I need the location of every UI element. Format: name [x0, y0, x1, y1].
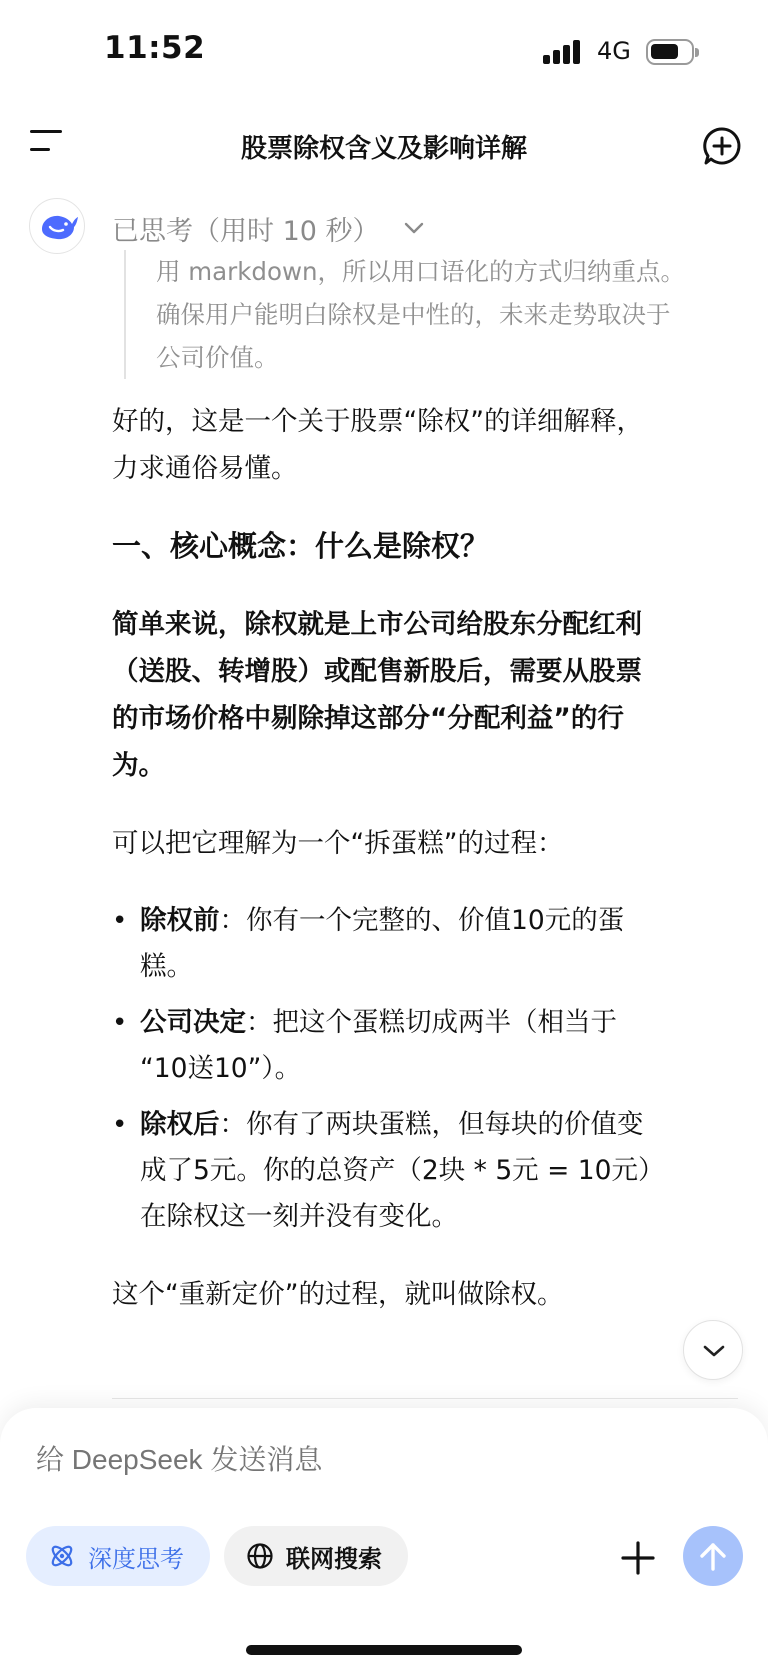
- network-type: 4G: [597, 37, 631, 65]
- text-line: （送股、转增股）或配售新股后，需要从股票: [112, 656, 642, 687]
- list-item: [112, 898, 737, 990]
- chevron-down-icon: [402, 216, 426, 240]
- assistant-answer: [112, 398, 737, 1318]
- text-line: 的市场价格中剔除掉这部分“分配利益”的行: [112, 703, 624, 734]
- chat-header: [0, 100, 768, 192]
- send-button[interactable]: [683, 1526, 743, 1586]
- bullet-text: 成了5元。你的总资产（2块 * 5元 = 10元）: [140, 1155, 665, 1186]
- bullet-term: 公司决定: [140, 1007, 246, 1038]
- page-title: 股票除权含义及影响详解: [240, 134, 527, 164]
- bullet-term: 除权后: [140, 1109, 220, 1140]
- answer-intro: [112, 398, 737, 492]
- section-heading: 一、核心概念：什么是除权？: [112, 529, 490, 563]
- text-line: 力求通俗易懂。: [112, 453, 298, 484]
- definition-paragraph: [112, 601, 737, 789]
- text-line: 好的，这是一个关于股票“除权”的详细解释，: [112, 406, 643, 437]
- status-bar: [0, 0, 768, 100]
- text-line: 简单来说，除权就是上市公司给股东分配红利: [112, 609, 642, 640]
- bullet-term: 除权前: [140, 905, 220, 936]
- whale-logo-icon: [30, 199, 86, 255]
- atom-icon: [48, 1542, 76, 1570]
- thinking-content: [124, 250, 734, 379]
- bullet-text: “10送10”）。: [140, 1053, 302, 1084]
- text-line: 为。: [112, 750, 165, 781]
- composer: [0, 1408, 768, 1665]
- globe-icon: [246, 1542, 274, 1570]
- thinking-line: 公司价值。: [156, 343, 279, 372]
- status-time: 11:52: [104, 30, 206, 66]
- bullet-text: ：你有一个完整的、价值10元的蛋: [219, 905, 625, 936]
- bullet-text: 在除权这一刻并没有变化。: [140, 1201, 458, 1232]
- analogy-paragraph: 可以把它理解为一个“拆蛋糕”的过程：: [112, 828, 564, 859]
- web-search-toggle[interactable]: [224, 1526, 408, 1586]
- deep-think-toggle[interactable]: [26, 1526, 210, 1586]
- cellular-signal-icon: [543, 40, 583, 64]
- home-indicator: [246, 1645, 522, 1655]
- list-item: [112, 1102, 737, 1240]
- deep-think-label: 深度思考: [88, 1544, 184, 1573]
- bullet-text: 糕。: [140, 951, 193, 982]
- plus-icon[interactable]: [618, 1538, 658, 1578]
- thinking-line: 确保用户能明白除权是中性的，未来走势取决于: [156, 300, 671, 329]
- battery-icon: [646, 39, 694, 65]
- thinking-toggle[interactable]: [112, 208, 426, 248]
- bullet-text: ：你有了两块蛋糕，但每块的价值变: [219, 1109, 644, 1140]
- message-input[interactable]: [36, 1444, 656, 1476]
- bullet-list: [112, 898, 737, 1240]
- scroll-to-bottom-button[interactable]: [683, 1320, 743, 1380]
- web-search-label: 联网搜索: [286, 1544, 382, 1573]
- arrow-up-icon: [697, 1539, 729, 1573]
- thinking-line: 用 markdown，所以用口语化的方式归纳重点。: [156, 257, 686, 286]
- chevron-down-icon: [702, 1341, 726, 1361]
- deepseek-avatar: [29, 198, 85, 254]
- new-chat-icon[interactable]: [702, 126, 742, 166]
- thinking-toggle-label: 已思考（用时 10 秒）: [112, 215, 380, 247]
- list-item: [112, 1000, 737, 1092]
- bullet-text: ：把这个蛋糕切成两半（相当于: [246, 1007, 617, 1038]
- conclusion-paragraph: 这个“重新定价”的过程，就叫做除权。: [112, 1279, 564, 1310]
- divider: [112, 1398, 738, 1399]
